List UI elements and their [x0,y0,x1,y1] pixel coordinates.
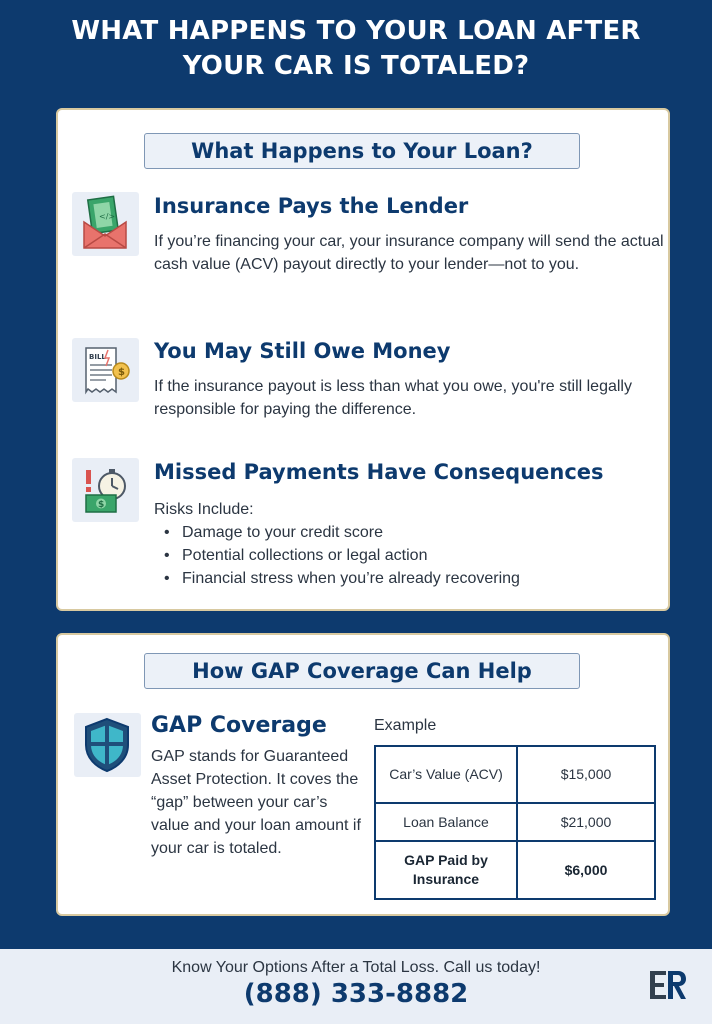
title-line-2: YOUR CAR IS TOTALED? [182,51,530,81]
table-cell-label: Car’s Value (ACV) [375,746,517,803]
gap-description: GAP stands for Guaranteed Asset Protection. It coves the “gap” between your car’s value and your loan amount if your car is totaled. [151,748,361,857]
svg-text:$: $ [118,367,125,378]
table-cell-value: $6,000 [517,841,655,899]
footer [0,949,712,1024]
example-table [374,745,656,900]
item-title-missed-payments: Missed Payments Have Consequences [154,460,604,484]
risk-list [154,498,654,590]
list-item: • Damage to your credit score [164,521,654,544]
title-line-1: WHAT HAPPENS TO YOUR LOAN AFTER [71,16,641,46]
table-cell-label: Loan Balance [375,803,517,841]
example-label: Example [374,717,437,734]
money-envelope-icon [72,192,139,256]
table-row [375,803,655,841]
svg-text:$: $ [98,500,105,510]
table-row [375,841,655,899]
overdue-payment-icon [72,458,139,522]
list-item: • Potential collections or legal action [164,544,654,567]
section-heading-gap: How GAP Coverage Can Help [144,653,580,689]
item-text-still-owe: If the insurance payout is less than what you owe, you're still legally responsible for paying the difference. [154,378,632,418]
bill-icon [72,338,139,402]
risk-intro: Risks Include: [154,501,254,518]
table-cell-label: GAP Paid by Insurance [375,841,517,899]
table-row [375,746,655,803]
svg-text:</>: </> [99,212,116,221]
item-title-still-owe: You May Still Owe Money [154,339,451,363]
brand-logo [648,969,688,1006]
section-heading-loan: What Happens to Your Loan? [144,133,580,169]
shield-icon [74,713,141,777]
page-title [0,14,712,84]
gap-title: GAP Coverage [151,713,327,738]
item-text-insurance-pays: If you’re financing your car, your insurance company will send the actual cash value (ACV) payout directly to your lender—not to you. [154,233,664,273]
table-cell-value: $15,000 [517,746,655,803]
phone-number-link[interactable]: (888) 333-8882 [243,979,469,1009]
list-item: • Financial stress when you’re already recovering [164,567,654,590]
footer-cta-text: Know Your Options After a Total Loss. Call us today! [171,959,541,976]
gap-coverage-card [56,633,670,916]
svg-text:BILL: BILL [89,353,106,361]
item-title-insurance-pays: Insurance Pays the Lender [154,194,469,218]
table-cell-value: $21,000 [517,803,655,841]
loan-info-card [56,108,670,611]
